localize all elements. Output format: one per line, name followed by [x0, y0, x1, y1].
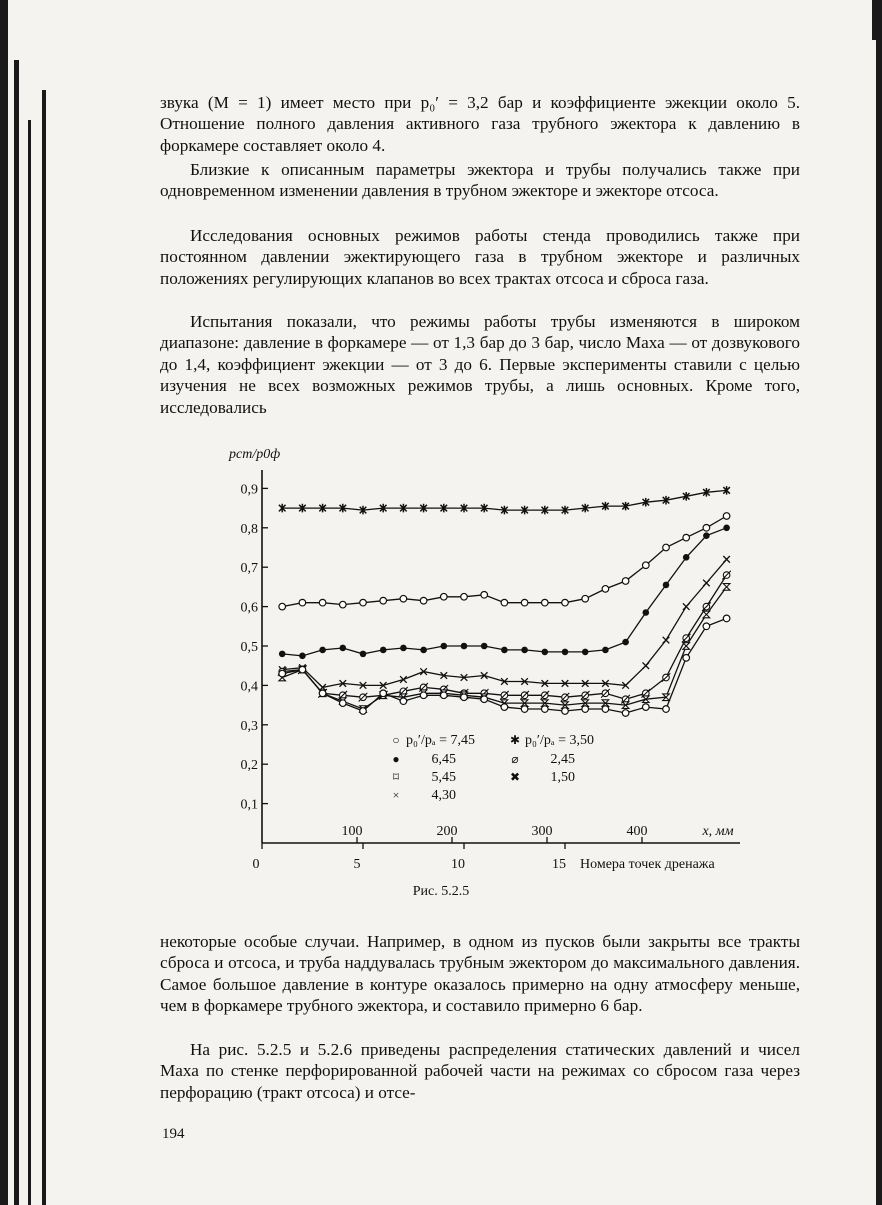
open-circle-marker	[683, 655, 690, 662]
open-circle-marker	[461, 593, 468, 600]
filled-circle-marker	[683, 554, 690, 561]
open-circle-marker	[299, 599, 306, 606]
body-paragraph-3: Исследования основных режимов работы стенда проводились также при постоянном давлении эжектирующего газа в трубном эжекторе и различных положениях регулирующих клапанов во всех трактах отсоса и сброса газа.	[160, 226, 800, 288]
open-circle-marker	[501, 599, 508, 606]
data-point-marker	[601, 689, 610, 698]
open-circle-marker	[521, 706, 528, 713]
open-circle-marker	[562, 599, 569, 606]
data-point-marker	[319, 647, 326, 654]
data-point-marker	[360, 651, 367, 658]
open-circle-marker	[582, 706, 589, 713]
data-point-marker	[461, 593, 468, 600]
filled-circle-marker	[622, 639, 629, 646]
body-paragraph-1: звука (M = 1) имеет место при p₀′ = 3,2 бар и коэффициенте эжекции около 5. Отношение полного давления активного газа трубного эжектора к давлению в форкамере составляет около 4.	[160, 93, 800, 155]
cross-marker	[703, 580, 710, 587]
filled-circle-marker	[441, 643, 448, 650]
data-point-marker	[643, 704, 650, 711]
data-point-marker	[562, 649, 569, 656]
x-tick-label-mm: 400	[626, 824, 648, 839]
cross-marker	[663, 637, 670, 644]
data-point-marker	[542, 706, 549, 713]
open-circle-marker	[703, 623, 710, 630]
open-circle-marker	[360, 599, 367, 606]
open-circle-marker	[562, 708, 569, 715]
x-tick-label-mm: 200	[436, 824, 458, 839]
data-point-marker	[420, 597, 427, 604]
filled-circle-marker	[400, 645, 407, 652]
open-circle-marker	[319, 599, 326, 606]
y-tick-label: 0,6	[240, 600, 258, 616]
cross-marker	[683, 603, 690, 610]
x-axis-label-mm: x, мм	[702, 824, 734, 839]
data-point-marker	[541, 691, 550, 700]
open-circle-marker	[441, 692, 448, 699]
data-point-marker	[299, 653, 306, 660]
legend-symbol: ⌑	[392, 770, 400, 784]
data-point-marker	[582, 706, 589, 713]
data-point-marker	[380, 597, 387, 604]
open-circle-marker	[461, 694, 468, 701]
data-point-marker	[703, 532, 710, 539]
data-point-marker	[340, 601, 347, 608]
x-tick-label-mm: 300	[531, 824, 553, 839]
data-point-marker	[521, 706, 528, 713]
y-tick-label: 0,4	[240, 679, 258, 695]
data-point-marker	[279, 651, 286, 658]
data-point-marker	[380, 690, 387, 697]
x-tick-label-point: 15	[552, 857, 566, 872]
data-point-marker	[521, 647, 528, 654]
legend-label: 6,45	[431, 752, 456, 767]
legend-symbol: ○	[392, 733, 400, 747]
data-point-marker	[400, 595, 407, 602]
data-point-marker	[319, 690, 326, 697]
open-circle-marker	[663, 706, 670, 713]
open-circle-marker	[703, 525, 710, 532]
bowtie-marker	[703, 611, 710, 618]
filled-circle-marker	[279, 651, 286, 658]
x-axis-label-points: Номера точек дренажа	[580, 857, 715, 872]
legend-label: 1,50	[550, 770, 575, 785]
legend-symbol: ×	[392, 788, 400, 802]
y-tick-label: 0,2	[240, 758, 258, 774]
data-point-marker	[542, 649, 549, 656]
data-point-marker	[703, 580, 710, 587]
open-circle-marker	[360, 708, 367, 715]
filled-circle-marker	[380, 647, 387, 654]
open-circle-marker	[723, 615, 730, 622]
y-tick-label: 0,8	[240, 521, 258, 537]
data-point-marker	[582, 649, 589, 656]
data-point-marker	[500, 691, 509, 700]
data-point-marker	[683, 554, 690, 561]
data-point-marker	[663, 582, 670, 589]
data-point-marker	[481, 696, 488, 703]
open-circle-marker	[602, 706, 609, 713]
data-point-marker	[279, 670, 286, 677]
data-point-marker	[420, 692, 427, 699]
data-point-marker	[359, 693, 368, 702]
open-circle-marker	[400, 698, 407, 705]
cross-marker	[723, 556, 730, 563]
open-circle-marker	[542, 599, 549, 606]
data-point-marker	[723, 615, 730, 622]
filled-circle-marker	[501, 647, 508, 654]
data-point-marker	[683, 643, 690, 650]
legend-label: 4,30	[431, 788, 456, 803]
data-point-marker	[400, 698, 407, 705]
open-circle-marker	[622, 578, 629, 585]
data-point-marker	[501, 704, 508, 711]
data-point-marker	[360, 599, 367, 606]
data-point-marker	[643, 609, 650, 616]
data-point-marker	[279, 603, 286, 610]
filled-circle-marker	[360, 651, 367, 658]
x-tick-label-point: 5	[353, 857, 361, 872]
series-line-3	[282, 528, 726, 656]
data-point-marker	[643, 662, 650, 669]
open-circle-marker	[602, 586, 609, 593]
data-point-marker	[481, 643, 488, 650]
data-point-marker	[441, 692, 448, 699]
legend-symbol: ⌀	[511, 752, 519, 766]
legend-label: 2,45	[550, 752, 575, 767]
series-line-4	[282, 559, 726, 687]
bowtie-marker	[683, 643, 690, 650]
data-point-marker	[683, 655, 690, 662]
y-tick-label: 0,9	[240, 482, 258, 498]
body-paragraph-6: На рис. 5.2.5 и 5.2.6 приведены распределения статических давлений и чисел Маха по стенке перфорированной рабочей части на режимах со сбросом газа через перфорацию (тракт отсоса) и отсе-	[160, 1040, 800, 1102]
open-circle-marker	[643, 704, 650, 711]
data-point-marker	[299, 599, 306, 606]
data-point-marker	[461, 694, 468, 701]
data-point-marker	[703, 611, 710, 618]
data-point-marker	[582, 595, 589, 602]
cross-marker	[643, 662, 650, 669]
x-tick-label-point: 0	[252, 857, 260, 872]
body-paragraph-5: некоторые особые случаи. Например, в одном из пусков были закрыты все тракты сброса и отсоса, и труба наддувалась трубным эжектором до максимального давления. Самое большое давление в контуре оказалось примерно на одну атмосферу меньше, чем в форкамере трубного эжектора, и составило примерно 6 бар.	[160, 932, 800, 1016]
open-circle-marker	[683, 534, 690, 541]
data-point-marker	[319, 599, 326, 606]
data-point-marker	[662, 673, 671, 682]
body-paragraph-4: Испытания показали, что режимы работы трубы изменяются в широком диапазоне: давление в форкамере — от 1,3 бар до 3 бар, число Маха — от дозвукового до 1,4, коэффициент эжекции — от 3 до 6. Первые эксперименты ставили с целью изучения не всех возможных режимов трубы, а лишь основных. Кроме того, исследовались	[160, 312, 800, 417]
data-point-marker	[723, 584, 730, 591]
open-circle-marker	[643, 562, 650, 569]
data-point-marker	[622, 578, 629, 585]
data-point-marker	[562, 708, 569, 715]
bowtie-marker	[723, 584, 730, 591]
filled-circle-marker	[663, 582, 670, 589]
legend-symbol: ✱	[509, 733, 521, 747]
open-circle-marker	[420, 692, 427, 699]
legend-label: 5,45	[431, 770, 456, 785]
data-point-marker	[400, 676, 407, 683]
filled-circle-marker	[340, 645, 347, 652]
y-tick-label: 0,5	[240, 640, 258, 655]
y-tick-label: 0,7	[240, 561, 258, 577]
filled-circle-marker	[299, 653, 306, 660]
data-point-marker	[683, 534, 690, 541]
filled-circle-marker	[582, 649, 589, 656]
filled-circle-marker	[562, 649, 569, 656]
data-point-marker	[420, 647, 427, 654]
open-circle-marker	[400, 595, 407, 602]
open-circle-marker	[723, 513, 730, 520]
open-circle-marker	[622, 710, 629, 717]
open-circle-marker	[340, 601, 347, 608]
data-point-marker	[340, 645, 347, 652]
data-point-marker	[723, 556, 730, 563]
body-paragraph-2: Близкие к описанным параметры эжектора и трубы получались также при одновременном изменении давления в трубном эжекторе и эжекторе отсоса.	[160, 160, 800, 201]
data-point-marker	[602, 647, 609, 654]
open-circle-marker	[521, 599, 528, 606]
filled-circle-marker	[542, 649, 549, 656]
data-point-marker	[643, 562, 650, 569]
filled-circle-marker	[481, 643, 488, 650]
y-axis-label: pст/p0ф	[229, 447, 281, 462]
open-circle-marker	[279, 670, 286, 677]
open-circle-marker	[481, 696, 488, 703]
filled-circle-marker	[602, 647, 609, 654]
data-point-marker	[622, 710, 629, 717]
y-tick-label: 0,3	[240, 718, 258, 734]
data-point-marker	[521, 599, 528, 606]
legend-label: p₀′/pₐ = 3,50	[525, 733, 595, 748]
filled-circle-marker	[461, 643, 468, 650]
data-point-marker	[622, 639, 629, 646]
open-circle-marker	[542, 706, 549, 713]
data-point-marker	[663, 544, 670, 551]
legend-label: p₀′/pₐ = 7,45	[406, 733, 476, 748]
data-point-marker	[703, 525, 710, 532]
cross-marker	[400, 676, 407, 683]
data-point-marker	[703, 623, 710, 630]
data-point-marker	[663, 706, 670, 713]
data-point-marker	[380, 647, 387, 654]
filled-circle-marker	[703, 532, 710, 539]
open-circle-marker	[420, 597, 427, 604]
open-circle-marker	[340, 700, 347, 707]
open-circle-marker	[441, 593, 448, 600]
open-circle-marker	[299, 666, 306, 673]
data-point-marker	[501, 599, 508, 606]
open-circle-marker	[380, 690, 387, 697]
data-point-marker	[501, 647, 508, 654]
data-point-marker	[441, 643, 448, 650]
filled-circle-marker	[319, 647, 326, 654]
figure-caption: Рис. 5.2.5	[412, 884, 470, 899]
data-point-marker	[360, 708, 367, 715]
open-circle-marker	[481, 591, 488, 598]
data-point-marker	[581, 691, 590, 700]
data-point-marker	[723, 525, 730, 532]
open-circle-marker	[319, 690, 326, 697]
filled-circle-marker	[420, 647, 427, 654]
y-tick-label: 0,1	[240, 797, 258, 813]
data-point-marker	[602, 706, 609, 713]
data-point-marker	[723, 513, 730, 520]
data-point-marker	[683, 603, 690, 610]
data-point-marker	[561, 693, 570, 702]
data-point-marker	[602, 586, 609, 593]
open-circle-marker	[582, 595, 589, 602]
open-circle-marker	[279, 603, 286, 610]
filled-circle-marker	[723, 525, 730, 532]
page-number: 194	[162, 1126, 185, 1142]
legend-symbol: ●	[392, 752, 400, 766]
data-point-marker	[520, 691, 529, 700]
data-point-marker	[441, 593, 448, 600]
data-point-marker	[663, 637, 670, 644]
x-tick-label-point: 10	[451, 857, 465, 872]
data-point-marker	[722, 571, 731, 580]
data-point-marker	[481, 591, 488, 598]
data-point-marker	[299, 666, 306, 673]
data-point-marker	[542, 599, 549, 606]
data-point-marker	[340, 700, 347, 707]
open-circle-marker	[380, 597, 387, 604]
filled-circle-marker	[643, 609, 650, 616]
filled-circle-marker	[521, 647, 528, 654]
x-tick-label-mm: 100	[341, 824, 363, 839]
data-point-marker	[400, 645, 407, 652]
legend-symbol: ✖	[509, 770, 521, 784]
open-circle-marker	[663, 544, 670, 551]
data-point-marker	[461, 643, 468, 650]
data-point-marker	[562, 599, 569, 606]
open-circle-marker	[501, 704, 508, 711]
